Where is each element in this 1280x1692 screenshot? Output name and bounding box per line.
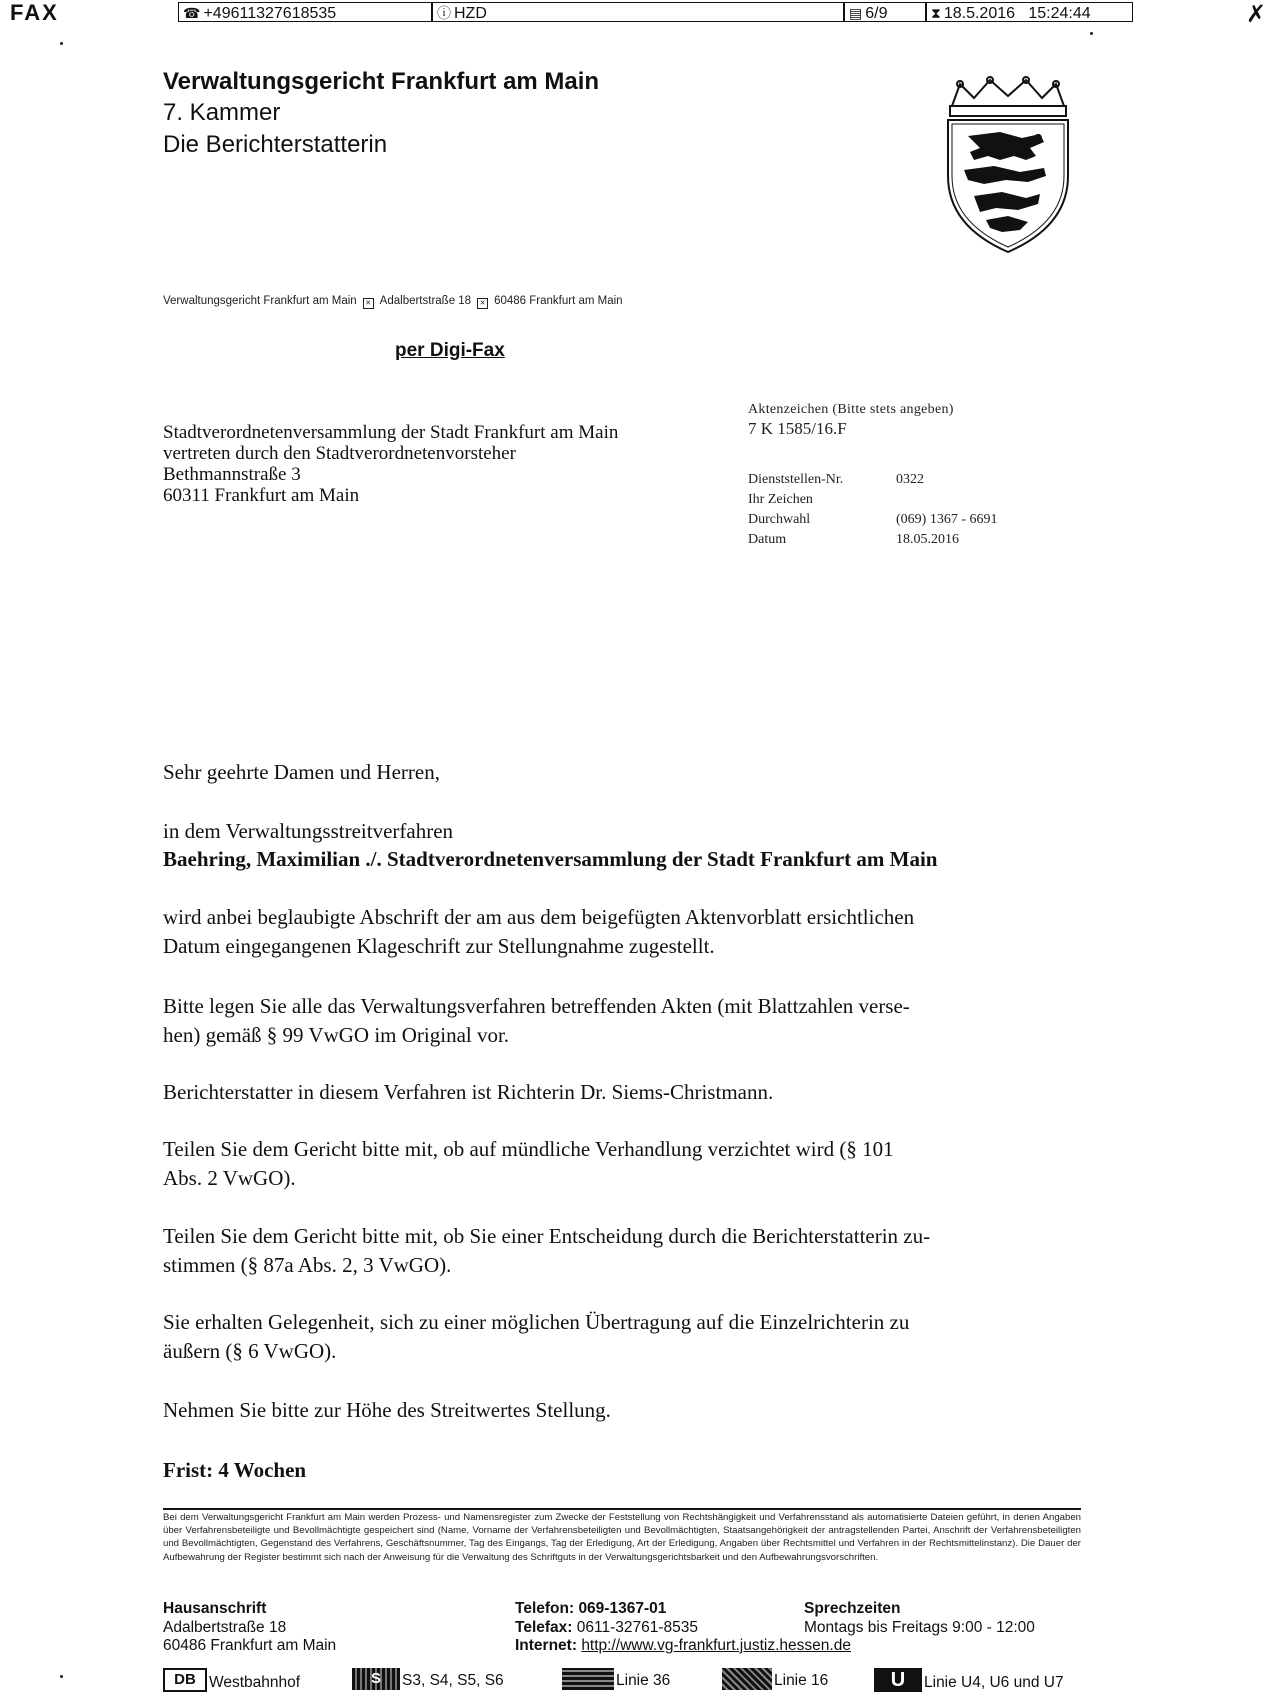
tram-icon xyxy=(722,1668,772,1690)
footer-address-street: Adalbertstraße 18 xyxy=(163,1618,287,1636)
footer-web-label: Internet: xyxy=(515,1637,577,1654)
recipient-line: 60311 Frankfurt am Main xyxy=(163,485,360,506)
transit-ubahn xyxy=(874,1668,1064,1692)
reference-row xyxy=(748,470,1048,490)
case-intro: in dem Verwaltungsstreitverfahren xyxy=(163,819,454,843)
scan-speck xyxy=(60,1675,63,1678)
hourglass-icon: ⧗ xyxy=(931,5,941,21)
date-value: 18.05.2016 xyxy=(896,532,959,547)
reference-row xyxy=(748,510,1048,530)
paragraph-line: stimmen (§ 87a Abs. 2, 3 VwGO). xyxy=(163,1253,452,1277)
transit-westbahnhof xyxy=(163,1668,300,1692)
paragraph-line: Teilen Sie dem Gericht bitte mit, ob auf mündliche Verhandlung verzichtet wird (§ 101 xyxy=(163,1137,894,1161)
salutation: Sehr geehrte Damen und Herren, xyxy=(163,760,440,784)
paragraph-oral-hearing xyxy=(163,1135,1103,1193)
separator-icon: ✕ xyxy=(477,298,488,309)
transit-label: Linie 16 xyxy=(774,1672,829,1689)
footer-contact xyxy=(515,1600,851,1656)
phone-ext-value: (069) 1367 - 6691 xyxy=(896,512,998,527)
sbahn-icon: S xyxy=(352,1668,400,1690)
footer-fax-label: Telefax: xyxy=(515,1618,573,1636)
fax-datetime-box xyxy=(926,2,1133,22)
paragraph-line: äußern (§ 6 VwGO). xyxy=(163,1339,337,1363)
court-chamber: 7. Kammer xyxy=(163,99,281,126)
transit-label: Linie U4, U6 und U7 xyxy=(924,1674,1064,1691)
paragraph-single-judge xyxy=(163,1308,1103,1366)
footer-hours-heading: Sprechzeiten xyxy=(804,1600,901,1617)
date-label: Datum xyxy=(748,532,787,547)
fax-sender: HZD xyxy=(454,5,487,22)
info-icon: ⓘ xyxy=(437,5,451,21)
phone-icon: ☎ xyxy=(183,5,201,21)
recipient-line: Stadtverordnetenversammlung der Stadt Frankfurt am Main xyxy=(163,422,619,443)
transit-bus xyxy=(562,1668,670,1690)
footer-address-heading: Hausanschrift xyxy=(163,1600,267,1617)
return-address xyxy=(163,295,623,309)
fax-sender-box xyxy=(432,2,844,22)
recipient-line: vertreten durch den Stadtverordnetenvorsteher xyxy=(163,443,516,464)
deadline: Frist: 4 Wochen xyxy=(163,1458,307,1482)
separator-icon: ✕ xyxy=(363,298,374,309)
court-author: Die Berichterstatterin xyxy=(163,131,388,158)
reference-table xyxy=(748,470,1048,550)
your-ref-label: Ihr Zeichen xyxy=(748,492,813,507)
paragraph-decision xyxy=(163,1222,1103,1280)
transit-tram xyxy=(722,1668,828,1690)
paragraph-line: Bitte legen Sie alle das Verwaltungsverfahren betreffenden Akten (mit Blattzahlen verse- xyxy=(163,994,910,1018)
footer-phone-value: 069-1367-01 xyxy=(578,1600,667,1617)
scan-speck xyxy=(1090,32,1093,35)
footer-address xyxy=(163,1600,336,1656)
reference-caption: Aktenzeichen (Bitte stets angeben) xyxy=(748,402,954,417)
paragraph-files xyxy=(163,992,1103,1050)
office-label: Dienststellen-Nr. xyxy=(748,472,844,487)
case-parties: Baehring, Maximilian ./. Stadtverordnetenversammlung der Stadt Frankfurt am Main xyxy=(163,847,938,871)
bus-icon xyxy=(562,1668,614,1690)
recipient-line: Bethmannstraße 3 xyxy=(163,464,301,485)
transit-label: Linie 36 xyxy=(616,1672,671,1689)
paragraph-line: Abs. 2 VwGO). xyxy=(163,1166,296,1190)
fax-phone: +49611327618535 xyxy=(203,5,337,22)
paragraph-service xyxy=(163,903,1103,961)
ubahn-icon: U xyxy=(874,1668,922,1692)
fax-phone-box xyxy=(178,2,432,22)
paragraph-reporter: Berichterstatter in diesem Verfahren ist Richterin Dr. Siems-Christmann. xyxy=(163,1080,774,1104)
fax-date: 18.5.2016 xyxy=(943,5,1016,22)
return-address-court: Verwaltungsgericht Frankfurt am Main xyxy=(163,295,357,307)
fax-page: 6/9 xyxy=(865,5,888,22)
reference-block xyxy=(748,402,998,547)
privacy-notice: Bei dem Verwaltungsgericht Frankfurt am Main werden Prozess- und Namensregister zum Zwecke der Feststellung von Rechtshängigkeit und Verfahrensstand als automatisierte Dateien geführt, in denen Angaben über Verfahrensbeteiligte und Bevollmächtigte gespeichert sind (Name, Vorname der Verfahrensbeteiligten und Bevollmächtigten, Staatsangehörigkeit der antragstellenden Partei, Anschrift der Verfahrensbeteiligten und Bevollmächtigten, Gegenstand des Verfahrens, Geschäftsnummer, Tag des Eingangs, Tag der Erledigung, Art der Erledigung, Angaben über Rechtsmittel und Verfahren in der Rechtsmittelinstanz). Die Dauer der Aufbewahrung der Register bestimmt sich nach der Anweisung für die Verwaltung des Schriftguts in der Verwaltungsgerichtsbarkeit und den Aufbewahrungsvorschriften. xyxy=(163,1512,1081,1563)
page-icon: ▤ xyxy=(849,5,863,21)
fax-page-box xyxy=(844,2,926,22)
fax-mark-icon: ✗ xyxy=(1246,0,1267,28)
paragraph-line: Datum eingegangenen Klageschrift zur Stellungnahme zugestellt. xyxy=(163,934,715,958)
transmission-method: per Digi-Fax xyxy=(395,340,505,361)
office-value: 0322 xyxy=(896,472,924,487)
phone-ext-label: Durchwahl xyxy=(748,512,811,527)
fax-label: FAX xyxy=(10,0,59,25)
return-address-city: 60486 Frankfurt am Main xyxy=(494,295,623,307)
footer-web-link[interactable]: http://www.vg-frankfurt.justiz.hessen.de xyxy=(581,1637,851,1654)
fax-time: 15:24:44 xyxy=(1028,5,1091,22)
coat-of-arms-icon xyxy=(940,76,1076,254)
scan-speck xyxy=(60,42,63,45)
footer-fax-value: 0611-32761-8535 xyxy=(576,1618,698,1636)
footer-phone-label: Telefon: xyxy=(515,1600,575,1617)
paragraph-line: wird anbei beglaubigte Abschrift der am aus dem beigefügten Aktenvorblatt ersichtlichen xyxy=(163,905,915,929)
transit-label: S3, S4, S5, S6 xyxy=(402,1672,504,1689)
reference-row xyxy=(748,490,1048,510)
db-icon: DB xyxy=(163,1668,207,1692)
paragraph-line: hen) gemäß § 99 VwGO im Original vor. xyxy=(163,1023,510,1047)
recipient-address xyxy=(163,422,618,506)
reference-number: 7 K 1585/16.F xyxy=(748,419,847,438)
transit-label: Westbahnhof xyxy=(209,1674,301,1691)
transit-sbahn xyxy=(352,1668,504,1690)
paragraph-line: Sie erhalten Gelegenheit, sich zu einer möglichen Übertragung auf die Einzelrichterin zu xyxy=(163,1310,910,1334)
paragraph-dispute-value: Nehmen Sie bitte zur Höhe des Streitwertes Stellung. xyxy=(163,1398,611,1422)
footer-hours xyxy=(804,1600,1035,1637)
footer-hours-value: Montags bis Freitags 9:00 - 12:00 xyxy=(804,1618,1035,1636)
footer-divider xyxy=(163,1508,1081,1510)
footer-address-city: 60486 Frankfurt am Main xyxy=(163,1637,337,1654)
paragraph-line: Teilen Sie dem Gericht bitte mit, ob Sie einer Entscheidung durch die Berichterstatterin zu- xyxy=(163,1224,931,1248)
court-name: Verwaltungsgericht Frankfurt am Main xyxy=(163,68,600,95)
return-address-street: Adalbertstraße 18 xyxy=(379,295,472,307)
reference-row xyxy=(748,530,1048,550)
